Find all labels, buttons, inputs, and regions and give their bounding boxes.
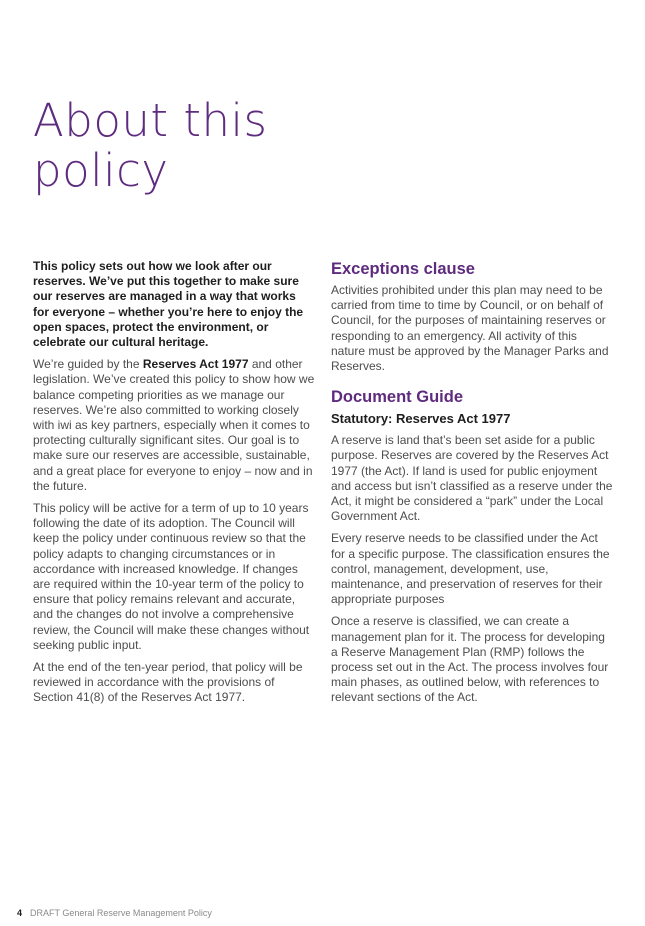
page-number: 4: [17, 908, 23, 918]
footer-document-title: DRAFT General Reserve Management Policy: [30, 908, 212, 918]
review-paragraph: At the end of the ten-year period, that policy will be reviewed in accordance with the provisions of Section 41(8) of the Reserves Act 1977.: [33, 660, 303, 705]
lead-paragraph: This policy sets out how we look after our reserves. We’ve put this together to make sure our reserves are managed in a way that works for everyone – whether you’re here to enjoy the open spaces, protect the environment, or celebrate our cultural heritage.: [33, 259, 304, 350]
statutory-subheading: Statutory: Reserves Act 1977: [331, 411, 511, 427]
page-title-line-1: About this: [33, 94, 268, 147]
document-guide-heading: Document Guide: [331, 388, 464, 407]
management-plan-paragraph: Once a reserve is classified, we can create a management plan for it. The process for developing a Reserve Management Plan (RMP) follows the process set out in the Act. The process involves four main phases, as outlined below, with references to relevant sections of the Act.: [331, 614, 609, 705]
guidance-text-suffix: and other legislation. We’ve created this policy to show how we balance competing priorities as we manage our reserves. We’re also committed to working closely with iwi as key partners, especially when it comes to protecting culturally significant sites. Our goal is to make sure our reserves are accessible, sustainable, and a great place for everyone to enjoy – now and in the future.: [33, 357, 315, 493]
guidance-paragraph: [33, 357, 315, 494]
exceptions-paragraph: Activities prohibited under this plan may need to be carried from time to time by Council, or on behalf of Council, for the purposes of maintaining reserves or responding to an emergency. All activity of this nature must be approved by the Manager Parks and Reserves.: [331, 283, 609, 374]
guidance-text-prefix: We’re guided by the: [33, 357, 143, 372]
reserve-definition-paragraph: A reserve is land that’s been set aside for a public purpose. Reserves are covered by the Reserves Act 1977 (the Act). If land is used for public enjoyment and access but isn’t classified as a reserve under the Act, it might be considered a “park” under the Local Government Act.: [331, 433, 613, 524]
reserves-act-bold: Reserves Act 1977: [142, 357, 249, 372]
page-footer: [17, 908, 212, 918]
classification-paragraph: Every reserve needs to be classified under the Act for a specific purpose. The classification ensures the control, management, development, use, maintenance, and preservation of reserves for their appropriate purposes: [331, 531, 610, 607]
right-column: [331, 259, 613, 713]
page-title-line-2: policy: [33, 144, 169, 197]
page-title: [33, 96, 267, 196]
left-column: [33, 259, 315, 713]
exceptions-heading: Exceptions clause: [331, 260, 475, 278]
term-paragraph: This policy will be active for a term of up to 10 years following the date of its adoption. The Council will keep the policy under continuous review so that the policy adapts to changing circumstances or in accordance with increased knowledge. If changes are required within the 10-year term of the policy to ensure that policy remains relevant and accurate, and the changes do not involve a comprehensive review, the Council will make these changes without seeking public input.: [33, 501, 310, 652]
